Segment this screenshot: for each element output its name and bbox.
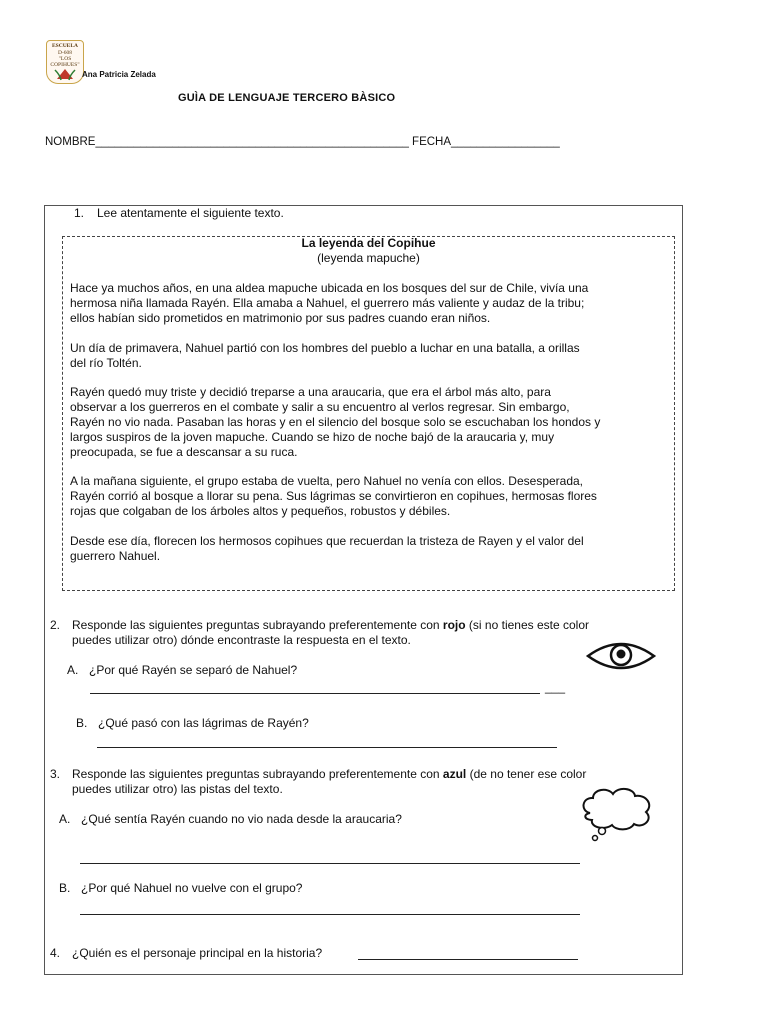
q3b-answer-line[interactable]: [80, 914, 580, 915]
author-name: Ana Patricia Zelada: [82, 70, 156, 79]
q3a-question: ¿Qué sentía Rayén cuando no vio nada desde la araucaria?: [81, 812, 402, 826]
story-line: observar a los guerreros en el combate y salir a su encuentro al verlos regresar. Sin embargo,: [70, 400, 570, 414]
q1-text: Lee atentamente el siguiente texto.: [97, 206, 284, 220]
school-logo: [46, 40, 84, 84]
story-line: Desde ese día, florecen los hermosos copihues que recuerdan la tristeza de Rayen y el valor del: [70, 534, 584, 548]
q4-question: ¿Quién es el personaje principal en la historia?: [72, 946, 323, 960]
q1-number: 1.: [74, 206, 85, 220]
q3-text: Responde las siguientes preguntas subrayando preferentemente con azul (de no tener ese color: [72, 767, 587, 781]
q3a-label: A.: [59, 812, 71, 826]
q2a-answer-extra: ___: [545, 680, 566, 694]
story-line: guerrero Nahuel.: [70, 549, 161, 563]
q4-answer-line[interactable]: [358, 959, 578, 960]
story-line: Hace ya muchos años, en una aldea mapuche ubicada en los bosques del sur de Chile, vivía una: [70, 281, 589, 295]
story-line: Rayén no vio nada. Pasaban las horas y en el silencio del bosque solo se escuchaban los hondos y: [70, 415, 601, 429]
q2b-label: B.: [76, 716, 88, 730]
story-title: La leyenda del Copihue: [301, 236, 436, 250]
story-line: Rayén quedó muy triste y decidió treparse a una araucaria, que era el árbol más alto, para: [70, 385, 551, 399]
q2-text: Responde las siguientes preguntas subrayando preferentemente con rojo (si no tienes este color: [72, 618, 589, 632]
story-line: Un día de primavera, Nahuel partió con los hombres del pueblo a luchar en una batalla, a orillas: [70, 341, 580, 355]
q2a-answer-line[interactable]: [90, 693, 540, 694]
logo-text-4: COPIHUES": [50, 62, 80, 68]
story-subtitle: (leyenda mapuche): [317, 251, 420, 265]
q3-number: 3.: [50, 767, 61, 781]
q2a-label: A.: [67, 663, 79, 677]
q3b-label: B.: [59, 881, 71, 895]
story-line: A la mañana siguiente, el grupo estaba de vuelta, pero Nahuel no venía con ellos. Desesperada,: [70, 474, 584, 488]
red-color-word: rojo: [442, 618, 466, 632]
logo-text-2: D-608: [57, 50, 73, 56]
story-line: ellos habían sido prometidos en matrimonio por sus padres cuando eran niños.: [70, 311, 491, 325]
story-line: largos suspiros de la joven mapuche. Cuando se hizo de noche bajó de la araucaria y, muy: [70, 430, 555, 444]
q2a-question: ¿Por qué Rayén se separó de Nahuel?: [89, 663, 298, 677]
story-line: Rayén corrió al bosque a llorar su pena. Sus lágrimas se convirtieron en copihues, hermosas flores: [70, 489, 597, 503]
thought-cloud-icon: [578, 785, 658, 843]
q2-text-line2: puedes utilizar otro) dónde encontraste la respuesta en el texto.: [72, 633, 411, 647]
story-line: del río Toltén.: [70, 356, 142, 370]
blue-color-word: azul: [442, 767, 467, 781]
q4-number: 4.: [50, 946, 61, 960]
story-line: hermosa niña llamada Rayén. Ella amaba a Nahuel, el guerrero más valiente y audaz de la tribu;: [70, 296, 585, 310]
q2-number: 2.: [50, 618, 61, 632]
q3-text-line2: puedes utilizar otro) las pistas del texto.: [72, 782, 283, 796]
story-line: rojas que colgaban de los árboles altos y pequeños, robustos y débiles.: [70, 504, 451, 518]
q3a-answer-line[interactable]: [80, 863, 580, 864]
page-title: GUÌA DE LENGUAJE TERCERO BÀSICO: [178, 92, 396, 104]
q2b-question: ¿Qué pasó con las lágrimas de Rayén?: [98, 716, 309, 730]
q3b-question: ¿Por qué Nahuel no vuelve con el grupo?: [81, 881, 303, 895]
story-line: preocupada, se fue a descansar a su ruca.: [70, 445, 298, 459]
logo-text-1: ESCUELA: [52, 43, 78, 49]
copihue-flower-icon: [52, 67, 78, 81]
eye-icon: [585, 638, 657, 674]
name-date-fields[interactable]: NOMBRE_________________________________________________ FECHA_________________: [45, 136, 560, 148]
q2b-answer-line[interactable]: [97, 747, 557, 748]
logo-text-3: "LOS: [58, 56, 72, 62]
